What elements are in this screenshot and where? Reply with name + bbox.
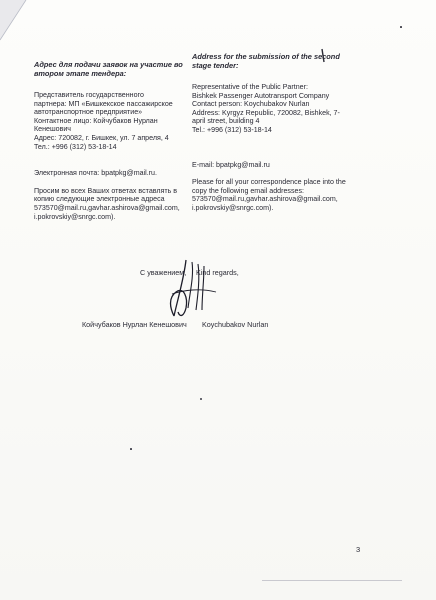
russian-partner-line1: Представитель государственного [34, 91, 144, 99]
scan-speck [200, 398, 202, 400]
english-phone: Tel.: +996 (312) 53-18-14 [192, 125, 272, 134]
russian-request: Просим во всех Ваших ответах вставлять в копию следующие электронные адреса 573570@mail.ru,gavhar.ashirova@gmail.com, i.pokrovskiy@snrgc.com). [34, 186, 180, 221]
english-signatory: Koychubakov Nurlan [202, 320, 269, 329]
scan-speck [130, 448, 132, 450]
russian-phone: Тел.: +996 (312) 53-18-14 [34, 142, 117, 151]
page-number: 3 [356, 545, 361, 554]
russian-partner-line2: партнера: МП «Бишкекское пассажирское [34, 99, 173, 108]
english-request: Please for all your correspondence place into the copy the following email addresses: 573570@mail.ru,gavhar.ashirova@gmail.com, i.pokrovskiy@snrgc.com). [192, 178, 346, 212]
russian-contact: Контактное лицо: Койчубаков Нурлан Кенешович [34, 116, 158, 134]
footer-line [262, 580, 402, 581]
english-partner-line1: Representative of the Public Partner: [192, 83, 308, 91]
english-closing: Kind regards, [196, 268, 239, 277]
english-heading: Address for the submission of the second stage tender: [192, 52, 340, 70]
english-column [192, 52, 352, 213]
handwritten-signature [164, 258, 224, 320]
english-address: Address: Kyrgyz Republic, 720082, Bishkek, 7-april street, building 4 [192, 108, 340, 126]
scan-speck [400, 26, 402, 28]
english-email: E-mail: bpatpkg@mail.ru [192, 160, 270, 169]
russian-signatory: Койчубаков Нурлан Кенешович [82, 320, 187, 329]
russian-address: Адрес: 720082, г. Бишкек, ул. 7 апреля, 4 [34, 133, 169, 142]
russian-email: Электронная почта: bpatpkg@mail.ru. [34, 169, 157, 178]
english-contact: Contact person: Koychubakov Nurlan [192, 100, 310, 109]
russian-closing: С уважением, [140, 268, 187, 277]
english-partner-line2: Bishkek Passenger Autotransport Company [192, 91, 330, 100]
folded-corner-mark [0, 0, 60, 60]
russian-heading: Адрес для подачи заявок на участие во втором этапе тендера: [34, 60, 183, 78]
russian-partner-line3: автотранспортное предприятие» [34, 108, 143, 117]
russian-column [34, 60, 186, 221]
